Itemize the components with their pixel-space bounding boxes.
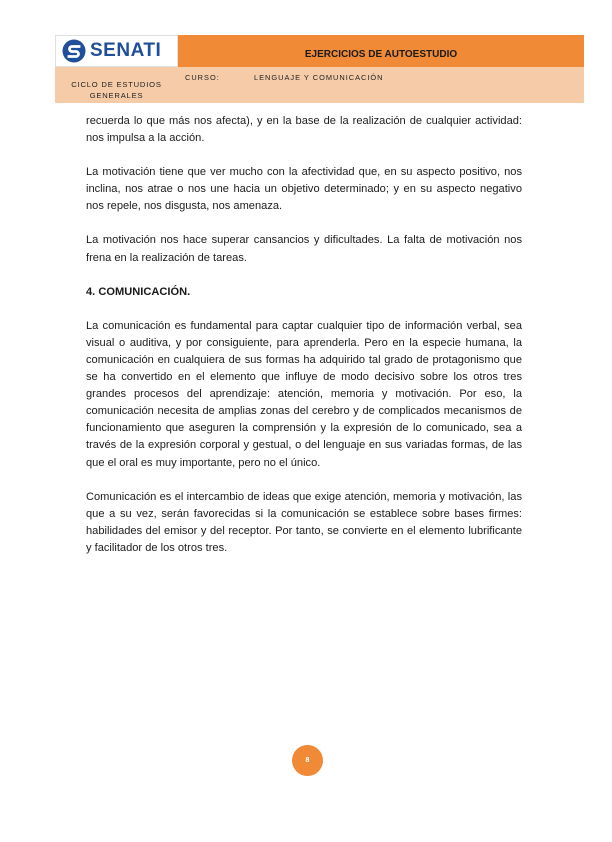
- page-number: 8: [292, 745, 323, 776]
- page-header: [55, 35, 584, 103]
- page-content: [86, 113, 522, 574]
- section-heading: 4. COMUNICACIÓN.: [86, 285, 191, 298]
- senati-logo: [55, 35, 178, 67]
- paragraph: La motivación nos hace superar cansancios y dificultades. La falta de motivación nos frena en la realización de tareas.: [86, 234, 522, 264]
- course-value: LENGUAJE Y COMUNICACIÓN: [254, 73, 384, 82]
- paragraph: La motivación tiene que ver mucho con la afectividad que, en su aspecto positivo, nos inclina, nos atrae o nos une hacia un objetivo determinado; y en su aspecto negativo nos repele, nos disgusta, nos amenaza.: [86, 166, 522, 213]
- course-label: CURSO:: [185, 73, 220, 82]
- paragraph: La comunicación es fundamental para captar cualquier tipo de información verbal, sea visual o auditiva, y por consiguiente, para aprenderla. Pero en la especie humana, la comunicación en cualquiera de sus formas ha adquirido tal grado de protagonismo que se ha convertido en el elemento que influye de modo decisivo sobre los otros tres grandes procesos del aprendizaje: atención, memoria y motivación. Por eso, la comunicación necesita de amplias zonas del cerebro y de complicados mecanismos de funcionamiento que aseguren la comprensión y la expresión de lo comunicado, sea a través de la expresión corporal y gestual, o del lenguaje en sus variadas formas, de las que el oral es muy importante, pero no el único.: [86, 319, 522, 469]
- logo-text: SENATI: [90, 40, 162, 61]
- paragraph: Comunicación es el intercambio de ideas que exige atención, memoria y motivación, las que a su vez, serán favorecidas si la comunicación se establece sobre bases firmes: habilidades del emisor y del receptor. Por tanto, se convierte en el elemento lubrificante y facilitador de los otros tres.: [86, 490, 522, 554]
- cycle-label: CICLO DE ESTUDIOS GENERALES: [55, 67, 178, 103]
- paragraph: recuerda lo que más nos afecta), y en la base de la realización de cualquier actividad: nos impulsa a la acción.: [86, 115, 522, 145]
- document-title: EJERCICIOS DE AUTOESTUDIO: [178, 35, 584, 67]
- senati-s-logo-icon: [62, 39, 86, 63]
- course-bar: [178, 67, 584, 103]
